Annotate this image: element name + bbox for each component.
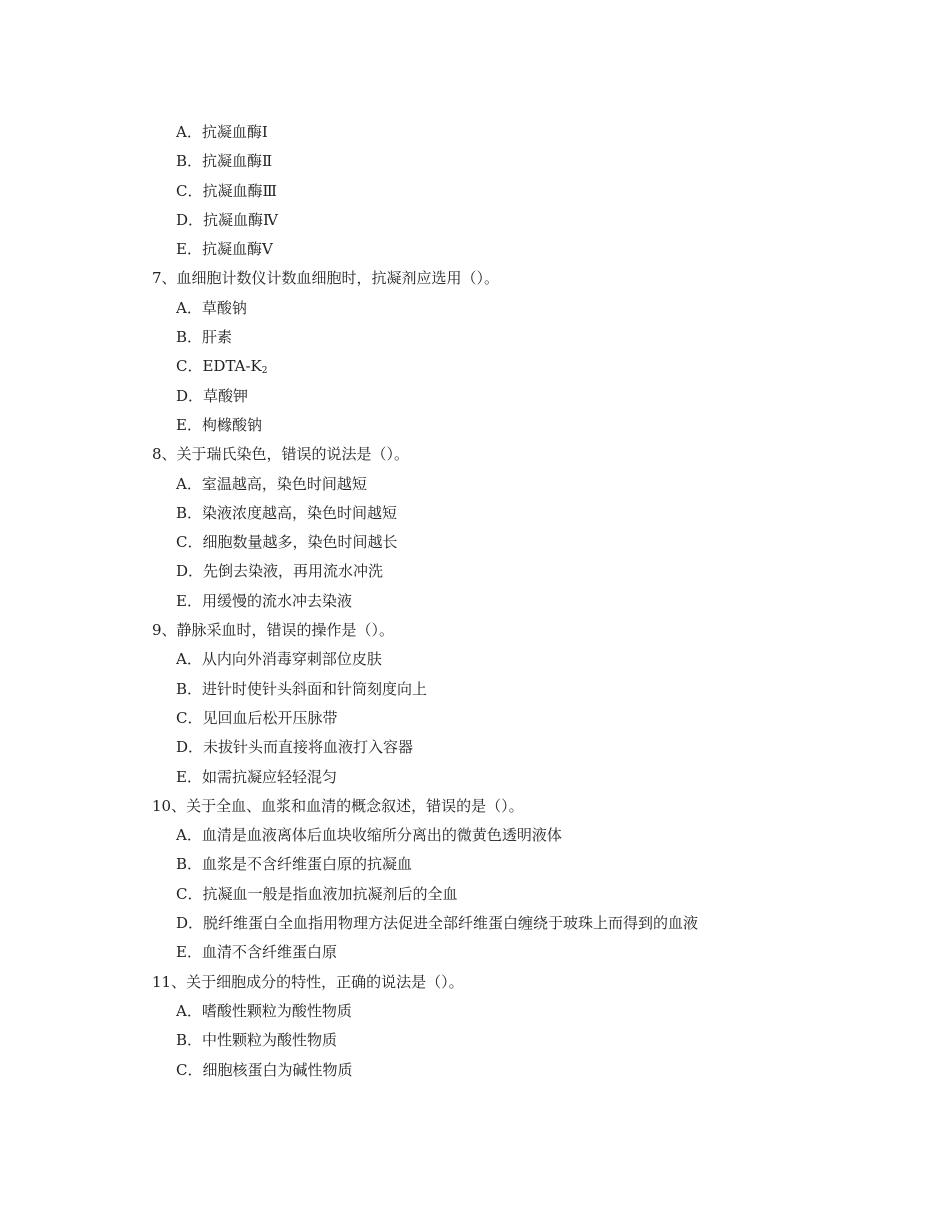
answer-option	[0, 206, 950, 235]
option-text: C．EDTA-K	[176, 357, 262, 376]
question-stem	[0, 792, 950, 821]
answer-option	[0, 1056, 950, 1085]
answer-option	[0, 704, 950, 733]
document-page	[0, 118, 950, 1085]
answer-option	[0, 733, 950, 762]
answer-option	[0, 528, 950, 557]
answer-option	[0, 499, 950, 528]
option-text: A．从内向外消毒穿刺部位皮肤	[176, 650, 382, 669]
question-text: 7、血细胞计数仪计数血细胞时，抗凝剂应选用（）。	[152, 269, 500, 288]
option-text: A．抗凝血酶Ⅰ	[176, 123, 268, 141]
question-stem	[0, 968, 950, 997]
answer-option	[0, 909, 950, 938]
answer-option	[0, 938, 950, 967]
option-text: D．脱纤维蛋白全血指用物理方法促进全部纤维蛋白缠绕于玻珠上而得到的血液	[176, 914, 699, 933]
option-text: D．先倒去染液，再用流水冲洗	[176, 562, 384, 581]
option-text: D．未拔针头而直接将血液打入容器	[176, 738, 414, 757]
option-text: A．血清是血液离体后血块收缩所分离出的微黄色透明液体	[176, 826, 562, 845]
option-text: E．血清不含纤维蛋白原	[176, 943, 337, 962]
option-text: C．细胞核蛋白为碱性物质	[176, 1060, 353, 1079]
option-text: B．进针时使针头斜面和针筒刻度向上	[176, 679, 428, 698]
option-text: C．抗凝血一般是指血液加抗凝剂后的全血	[176, 884, 458, 903]
answer-option	[0, 763, 950, 792]
question-text: 11、关于细胞成分的特性，正确的说法是（）。	[152, 972, 464, 991]
option-text: D．抗凝血酶Ⅳ	[176, 210, 279, 229]
option-text: D．草酸钾	[176, 386, 249, 405]
question-text: 9、静脉采血时，错误的操作是（）。	[152, 621, 395, 640]
option-text: E．用缓慢的流水冲去染液	[176, 591, 352, 610]
answer-option	[0, 587, 950, 616]
answer-option	[0, 821, 950, 850]
answer-option	[0, 470, 950, 499]
answer-option	[0, 997, 950, 1026]
answer-option	[0, 177, 950, 206]
answer-option	[0, 880, 950, 909]
option-text: B．肝素	[176, 328, 233, 347]
question-stem	[0, 264, 950, 293]
option-text: A．室温越高，染色时间越短	[176, 474, 367, 493]
option-text: B．抗凝血酶Ⅱ	[176, 152, 273, 171]
option-text: E．枸橼酸钠	[176, 415, 262, 434]
answer-option	[0, 411, 950, 440]
answer-option	[0, 645, 950, 674]
answer-option	[0, 382, 950, 411]
option-text: B．染液浓度越高，染色时间越短	[176, 503, 398, 522]
subscript: 2	[261, 366, 268, 377]
answer-option	[0, 118, 950, 147]
answer-option	[0, 235, 950, 264]
answer-option	[0, 294, 950, 323]
question-stem	[0, 440, 950, 469]
answer-option	[0, 352, 950, 381]
option-text: E．如需抗凝应轻轻混匀	[176, 767, 337, 786]
option-text: C．细胞数量越多，染色时间越长	[176, 533, 398, 552]
question-text: 8、关于瑞氏染色，错误的说法是（）。	[152, 445, 410, 464]
option-text: C．见回血后松开压脉带	[176, 708, 338, 727]
question-stem	[0, 616, 950, 645]
answer-option	[0, 1026, 950, 1055]
option-text: B．中性颗粒为酸性物质	[176, 1031, 338, 1050]
answer-option	[0, 323, 950, 352]
answer-option	[0, 850, 950, 879]
answer-option	[0, 147, 950, 176]
answer-option	[0, 675, 950, 704]
option-text: A．草酸钠	[176, 298, 247, 317]
answer-option	[0, 557, 950, 586]
option-text: B．血浆是不含纤维蛋白原的抗凝血	[176, 855, 413, 874]
option-text: E．抗凝血酶Ⅴ	[176, 240, 273, 259]
option-text: A．嗜酸性颗粒为酸性物质	[176, 1001, 352, 1020]
option-text: C．抗凝血酶Ⅲ	[176, 181, 277, 200]
question-text: 10、关于全血、血浆和血清的概念叙述，错误的是（）。	[152, 796, 524, 815]
